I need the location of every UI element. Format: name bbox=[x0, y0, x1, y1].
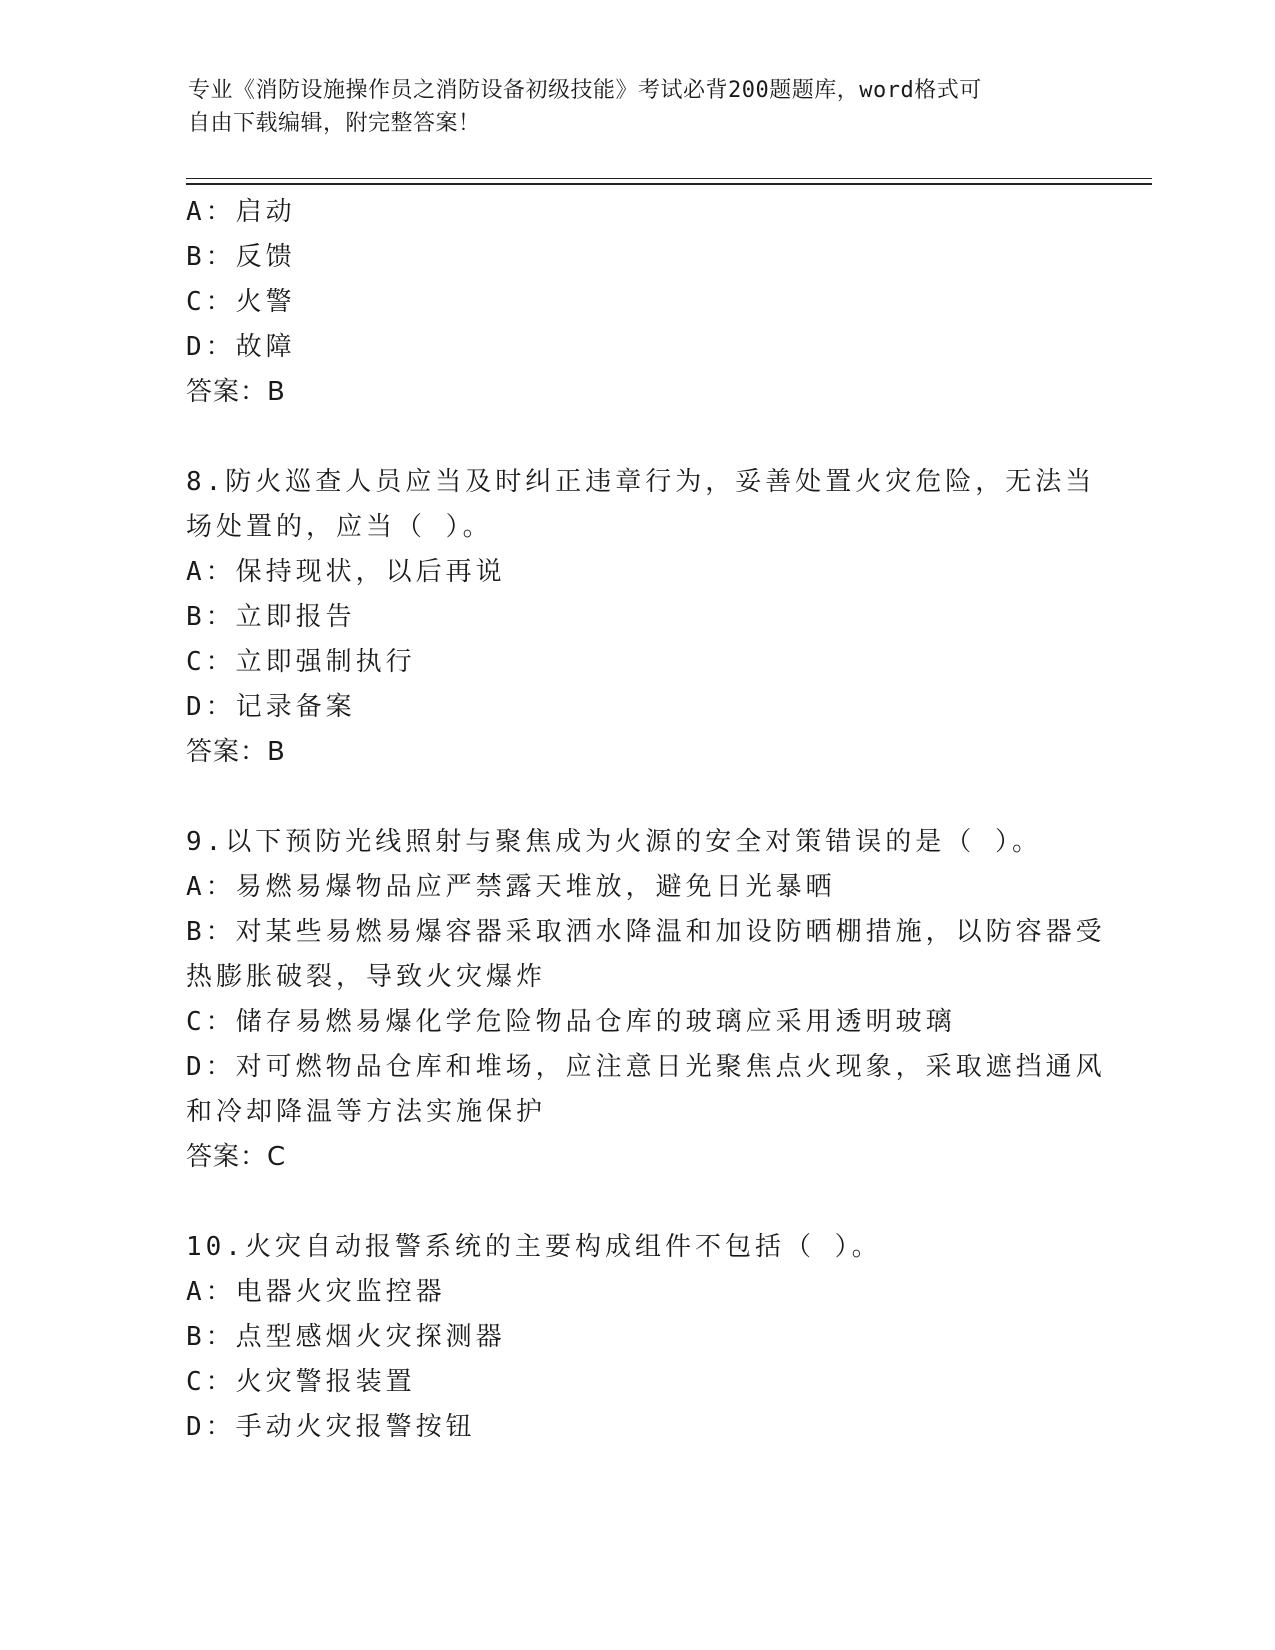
spacer bbox=[186, 775, 1086, 820]
option-a: A：启动 bbox=[186, 197, 296, 227]
option-d: D：记录备案 bbox=[186, 692, 356, 722]
option-c: C：储存易燃易爆化学危险物品仓库的玻璃应采用透明玻璃 bbox=[186, 1007, 956, 1037]
question-stem-line-2: 场处置的，应当（ ）。 bbox=[186, 512, 493, 542]
question-7 bbox=[186, 190, 1086, 415]
option-b-line-1: B：对某些易燃易爆容器采取洒水降温和加设防晒棚措施，以防容器受 bbox=[186, 917, 1106, 947]
option-a: A：保持现状，以后再说 bbox=[186, 557, 506, 587]
header-divider-thin bbox=[186, 178, 1152, 179]
option-c: C：立即强制执行 bbox=[186, 647, 416, 677]
question-8 bbox=[186, 460, 1096, 775]
spacer bbox=[186, 1180, 1086, 1225]
answer: 答案：B bbox=[186, 377, 286, 407]
question-stem: 9.以下预防光线照射与聚焦成为火源的安全对策错误的是（ ）。 bbox=[186, 827, 1042, 857]
option-d-line-2: 和冷却降温等方法实施保护 bbox=[186, 1097, 547, 1127]
option-b-line-2: 热膨胀破裂，导致火灾爆炸 bbox=[186, 962, 547, 992]
question-9 bbox=[186, 820, 1106, 1180]
answer: 答案：C bbox=[186, 1142, 287, 1172]
document-header bbox=[188, 74, 1088, 140]
option-d-line-1: D：对可燃物品仓库和堆场，应注意日光聚焦点火现象，采取遮挡通风 bbox=[186, 1052, 1106, 1082]
question-10 bbox=[186, 1225, 1086, 1450]
header-divider-thick bbox=[186, 183, 1152, 185]
question-list bbox=[186, 190, 1106, 1450]
spacer bbox=[186, 415, 1086, 460]
option-b: B：反馈 bbox=[186, 242, 296, 272]
header-line-2: 自由下载编辑，附完整答案！ bbox=[188, 111, 481, 136]
option-b: B：立即报告 bbox=[186, 602, 356, 632]
option-a: A：易燃易爆物品应严禁露天堆放，避免日光暴晒 bbox=[186, 872, 836, 902]
option-c: C：火警 bbox=[186, 287, 296, 317]
answer: 答案：B bbox=[186, 737, 286, 767]
question-stem-line-1: 8.防火巡查人员应当及时纠正违章行为，妥善处置火灾危险，无法当 bbox=[186, 467, 1096, 497]
option-d: D：故障 bbox=[186, 332, 296, 362]
option-d: D：手动火灾报警按钮 bbox=[186, 1412, 476, 1442]
option-c: C：火灾警报装置 bbox=[186, 1367, 416, 1397]
header-line-1: 专业《消防设施操作员之消防设备初级技能》考试必背200题题库，word格式可 bbox=[188, 78, 982, 103]
option-b: B：点型感烟火灾探测器 bbox=[186, 1322, 506, 1352]
question-stem: 10.火灾自动报警系统的主要构成组件不包括（ ）。 bbox=[186, 1232, 882, 1262]
option-a: A：电器火灾监控器 bbox=[186, 1277, 446, 1307]
